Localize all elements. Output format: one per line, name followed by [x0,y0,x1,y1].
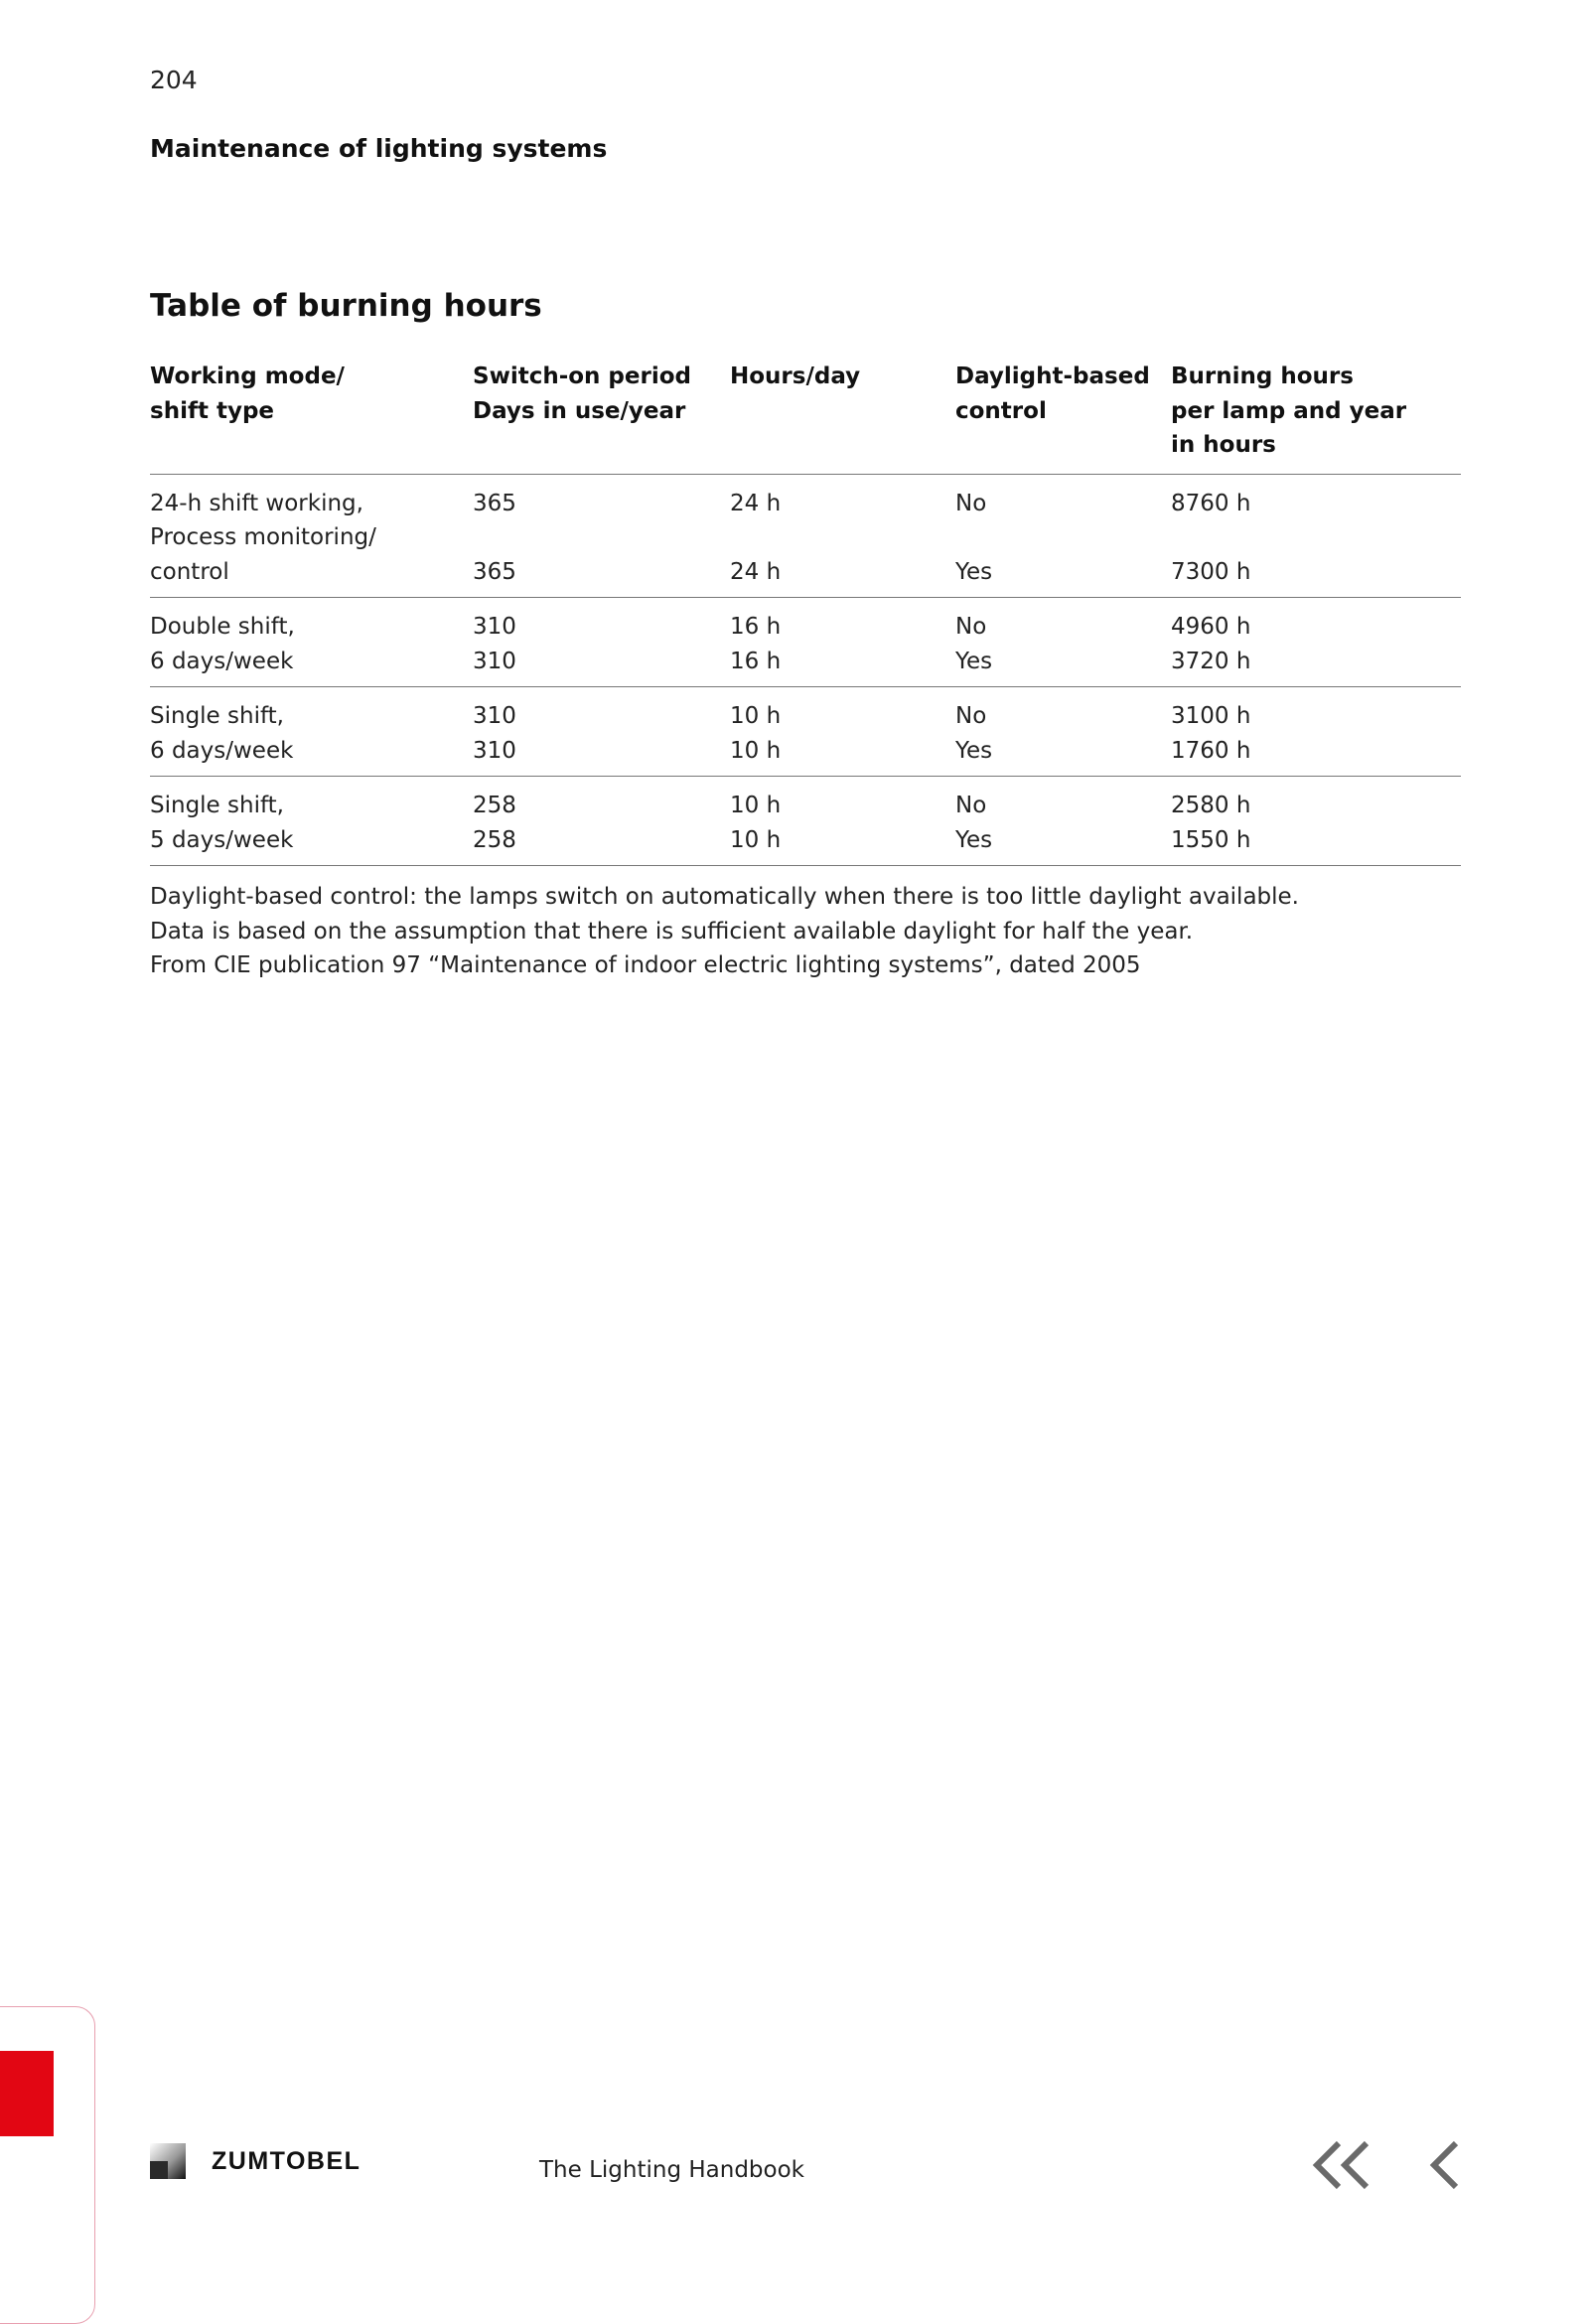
column-header-burning-hours: Burning hours per lamp and year in hours [1171,363,1407,458]
cell-burning-hours: 4960 h 3720 h [1171,614,1251,674]
table-row [150,598,1461,687]
table-header-row [150,360,1461,475]
cell-daylight-control: No Yes [955,614,993,674]
cell-days-in-use: 310 310 [473,703,516,764]
cell-hours-per-day: 16 h 16 h [730,614,782,674]
cell-burning-hours: 3100 h 1760 h [1171,703,1251,764]
column-header-hours-per-day: Hours/day [730,363,861,389]
table-title: Table of burning hours [150,288,542,324]
brand-name: ZUMTOBEL [212,2146,361,2175]
cell-days-in-use: 365 365 [473,490,516,585]
double-chevron-left-icon [1309,2137,1374,2193]
cell-hours-per-day: 10 h 10 h [730,793,782,853]
cell-days-in-use: 310 310 [473,614,516,674]
zumtobel-logo [150,2143,361,2179]
cell-burning-hours: 8760 h 7300 h [1171,490,1251,585]
table-row [150,475,1461,599]
page-number: 204 [150,66,198,94]
cell-working-mode: Single shift, 5 days/week [150,793,294,853]
footnote-assumption: Data is based on the assumption that there is sufficient available daylight for half the year. [150,918,1194,944]
cell-burning-hours: 2580 h 1550 h [1171,793,1251,853]
zumtobel-logo-mark-icon [150,2143,186,2179]
nav-previous-page-button[interactable] [1420,2137,1470,2193]
cell-working-mode: Double shift, 6 days/week [150,614,295,674]
burning-hours-table [150,360,1461,866]
table-footnotes [150,880,1299,983]
cell-daylight-control: No Yes [955,793,993,853]
footnote-source: From CIE publication 97 “Maintenance of indoor electric lighting systems”, dated 2005 [150,952,1141,978]
footnote-daylight-control: Daylight-based control: the lamps switch on automatically when there is too little daylight available. [150,884,1299,910]
chevron-left-icon [1420,2137,1470,2193]
cell-days-in-use: 258 258 [473,793,516,853]
cell-daylight-control: No Yes [955,490,993,585]
side-tab-marker[interactable] [0,2051,54,2136]
column-header-switch-on-period: Switch-on period Days in use/year [473,363,691,424]
cell-working-mode: Single shift, 6 days/week [150,703,294,764]
section-heading: Maintenance of lighting systems [150,134,608,163]
cell-hours-per-day: 24 h 24 h [730,490,782,585]
table-row [150,777,1461,866]
cell-hours-per-day: 10 h 10 h [730,703,782,764]
table-row [150,687,1461,777]
column-header-daylight-control: Daylight-based control [955,363,1150,424]
nav-first-page-button[interactable] [1309,2137,1374,2193]
footer-book-title: The Lighting Handbook [539,2157,804,2183]
column-header-working-mode: Working mode/ shift type [150,363,345,424]
cell-working-mode: 24-h shift working, Process monitoring/ control [150,490,376,585]
cell-daylight-control: No Yes [955,703,993,764]
